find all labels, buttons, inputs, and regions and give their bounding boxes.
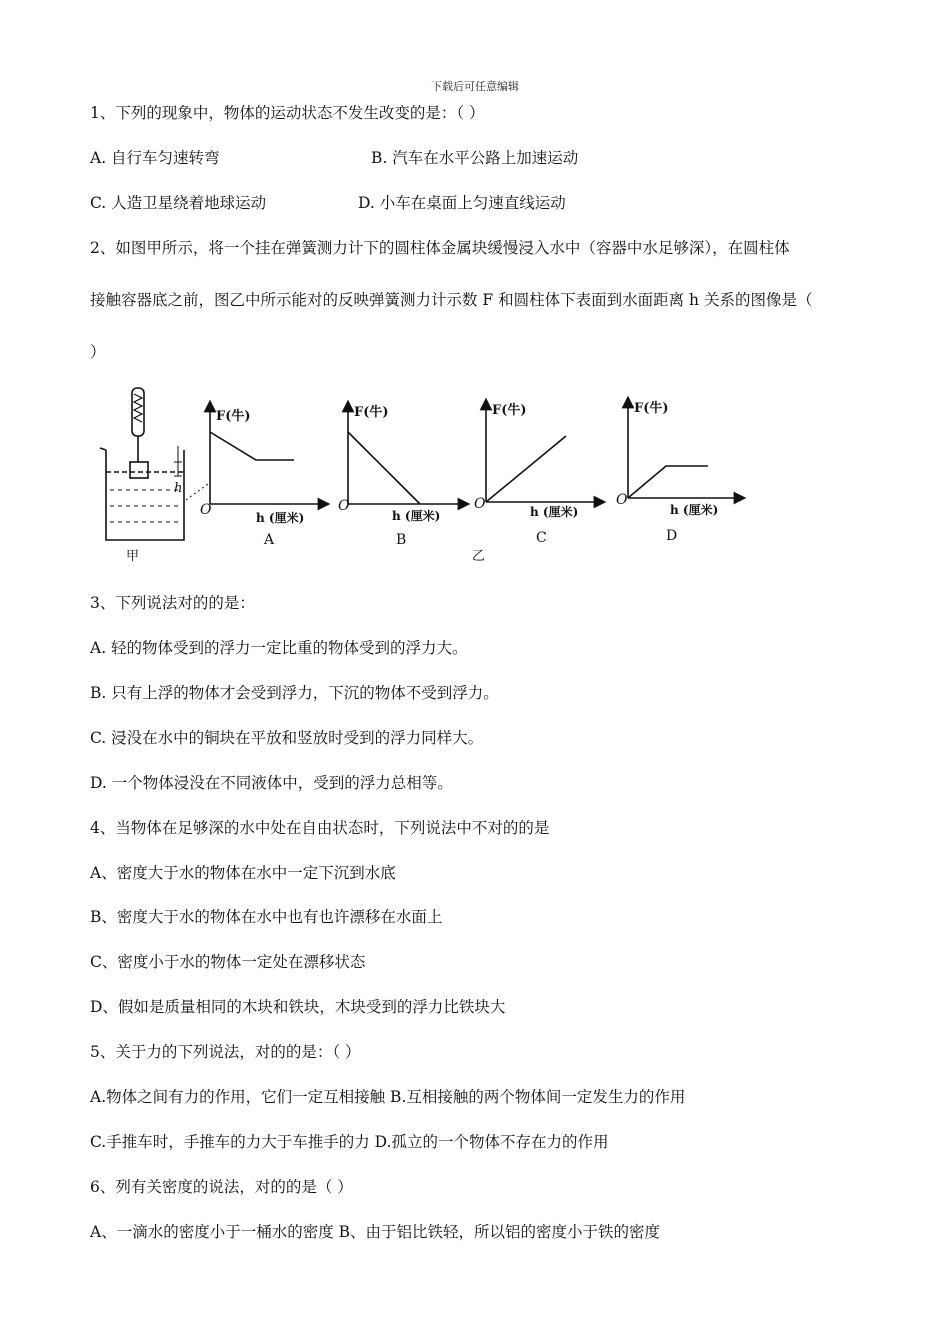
q3-option-a: A. 轻的物体受到的浮力一定比重的物体受到的浮力大。 — [90, 639, 468, 657]
graph-d-y-label: F(牛) — [634, 401, 669, 416]
q4-option-c: C、密度小于水的物体一定处在漂移状态 — [90, 953, 366, 971]
graph-a-y-label: F(牛) — [216, 409, 251, 424]
q4-option-a: A、密度大于水的物体在水中一定下沉到水底 — [90, 864, 396, 882]
graph-a-origin: O — [200, 502, 212, 518]
graph-a-x-label: h (厘米) — [256, 511, 305, 525]
q1-option-a: A. 自行车匀速转弯 — [90, 149, 220, 167]
q3-option-b: B. 只有上浮的物体才会受到浮力，下沉的物体不受到浮力。 — [90, 684, 499, 702]
q1-option-d: D. 小车在桌面上匀速直线运动 — [358, 194, 566, 212]
q4-stem: 4、当物体在足够深的水中处在自由状态时，下列说法中不对的的是 — [90, 819, 550, 837]
q2-line-3: ） — [90, 343, 106, 361]
graph-b-origin: O — [338, 498, 350, 514]
q3-stem: 3、下列说法对的的是： — [90, 594, 255, 612]
graph-d-label: D — [666, 528, 678, 544]
graph-a — [200, 406, 324, 548]
graph-b-y-label: F(牛) — [354, 405, 389, 420]
graph-c-x-label: h (厘米) — [530, 505, 579, 519]
q4-option-b: B、密度大于水的物体在水中也有也许漂移在水面上 — [90, 908, 443, 926]
q1-stem: 1、下列的现象中，物体的运动状态不发生改变的是：（ ） — [90, 104, 485, 122]
q1-option-b: B. 汽车在水平公路上加速运动 — [371, 149, 579, 167]
h-marker-label: h — [174, 481, 183, 496]
graph-b-label: B — [396, 532, 407, 548]
graph-c-origin: O — [474, 496, 486, 512]
spring-scale-apparatus — [100, 388, 208, 540]
q3-option-d: D. 一个物体浸没在不同液体中，受到的浮力总相等。 — [90, 774, 453, 792]
q3-option-c: C. 浸没在水中的铜块在平放和竖放时受到的浮力同样大。 — [90, 729, 484, 747]
graph-d-x-label: h (厘米) — [670, 503, 719, 517]
graph-b — [338, 404, 464, 548]
graph-d-origin: O — [616, 492, 628, 508]
q2-line-2: 接触容器底之前，图乙中所示能对的反映弹簧测力计示数 F 和圆柱体下表面到水面距离 h 关系的图像是（ — [90, 291, 813, 309]
jia-label: 甲 — [126, 549, 140, 564]
q5-stem: 5、关于力的下列说法，对的的是：（ ） — [90, 1043, 361, 1061]
q2-figure — [96, 384, 776, 564]
graph-b-x-label: h (厘米) — [392, 509, 441, 523]
graph-c-label: C — [536, 530, 547, 546]
q1-option-c: C. 人造卫星绕着地球运动 — [90, 194, 267, 212]
q6-stem: 6、列有关密度的说法，对的的是（ ） — [90, 1178, 353, 1196]
graph-c — [474, 402, 600, 546]
q4-option-d: D、假如是质量相同的木块和铁块，木块受到的浮力比铁块大 — [90, 998, 506, 1016]
graph-a-label: A — [264, 532, 275, 548]
q2-line-1: 2、如图甲所示，将一个挂在弹簧测力计下的圆柱体金属块缓慢浸入水中（容器中水足够深），在圆柱体 — [90, 239, 790, 257]
q5-options-ab: A.物体之间有力的作用，它们一定互相接触 B.互相接触的两个物体间一定发生力的作用 — [90, 1088, 686, 1106]
yi-label: 乙 — [472, 549, 486, 564]
graph-d — [616, 400, 740, 544]
q6-options-ab: A、一滴水的密度小于一桶水的密度 B、由于铝比铁轻，所以铝的密度小于铁的密度 — [90, 1223, 661, 1241]
q5-options-cd: C.手推车时，手推车的力大于车推手的力 D.孤立的一个物体不存在力的作用 — [90, 1133, 609, 1151]
page-header: 下载后可任意编辑 — [431, 80, 519, 93]
graph-c-y-label: F(牛) — [492, 403, 527, 418]
